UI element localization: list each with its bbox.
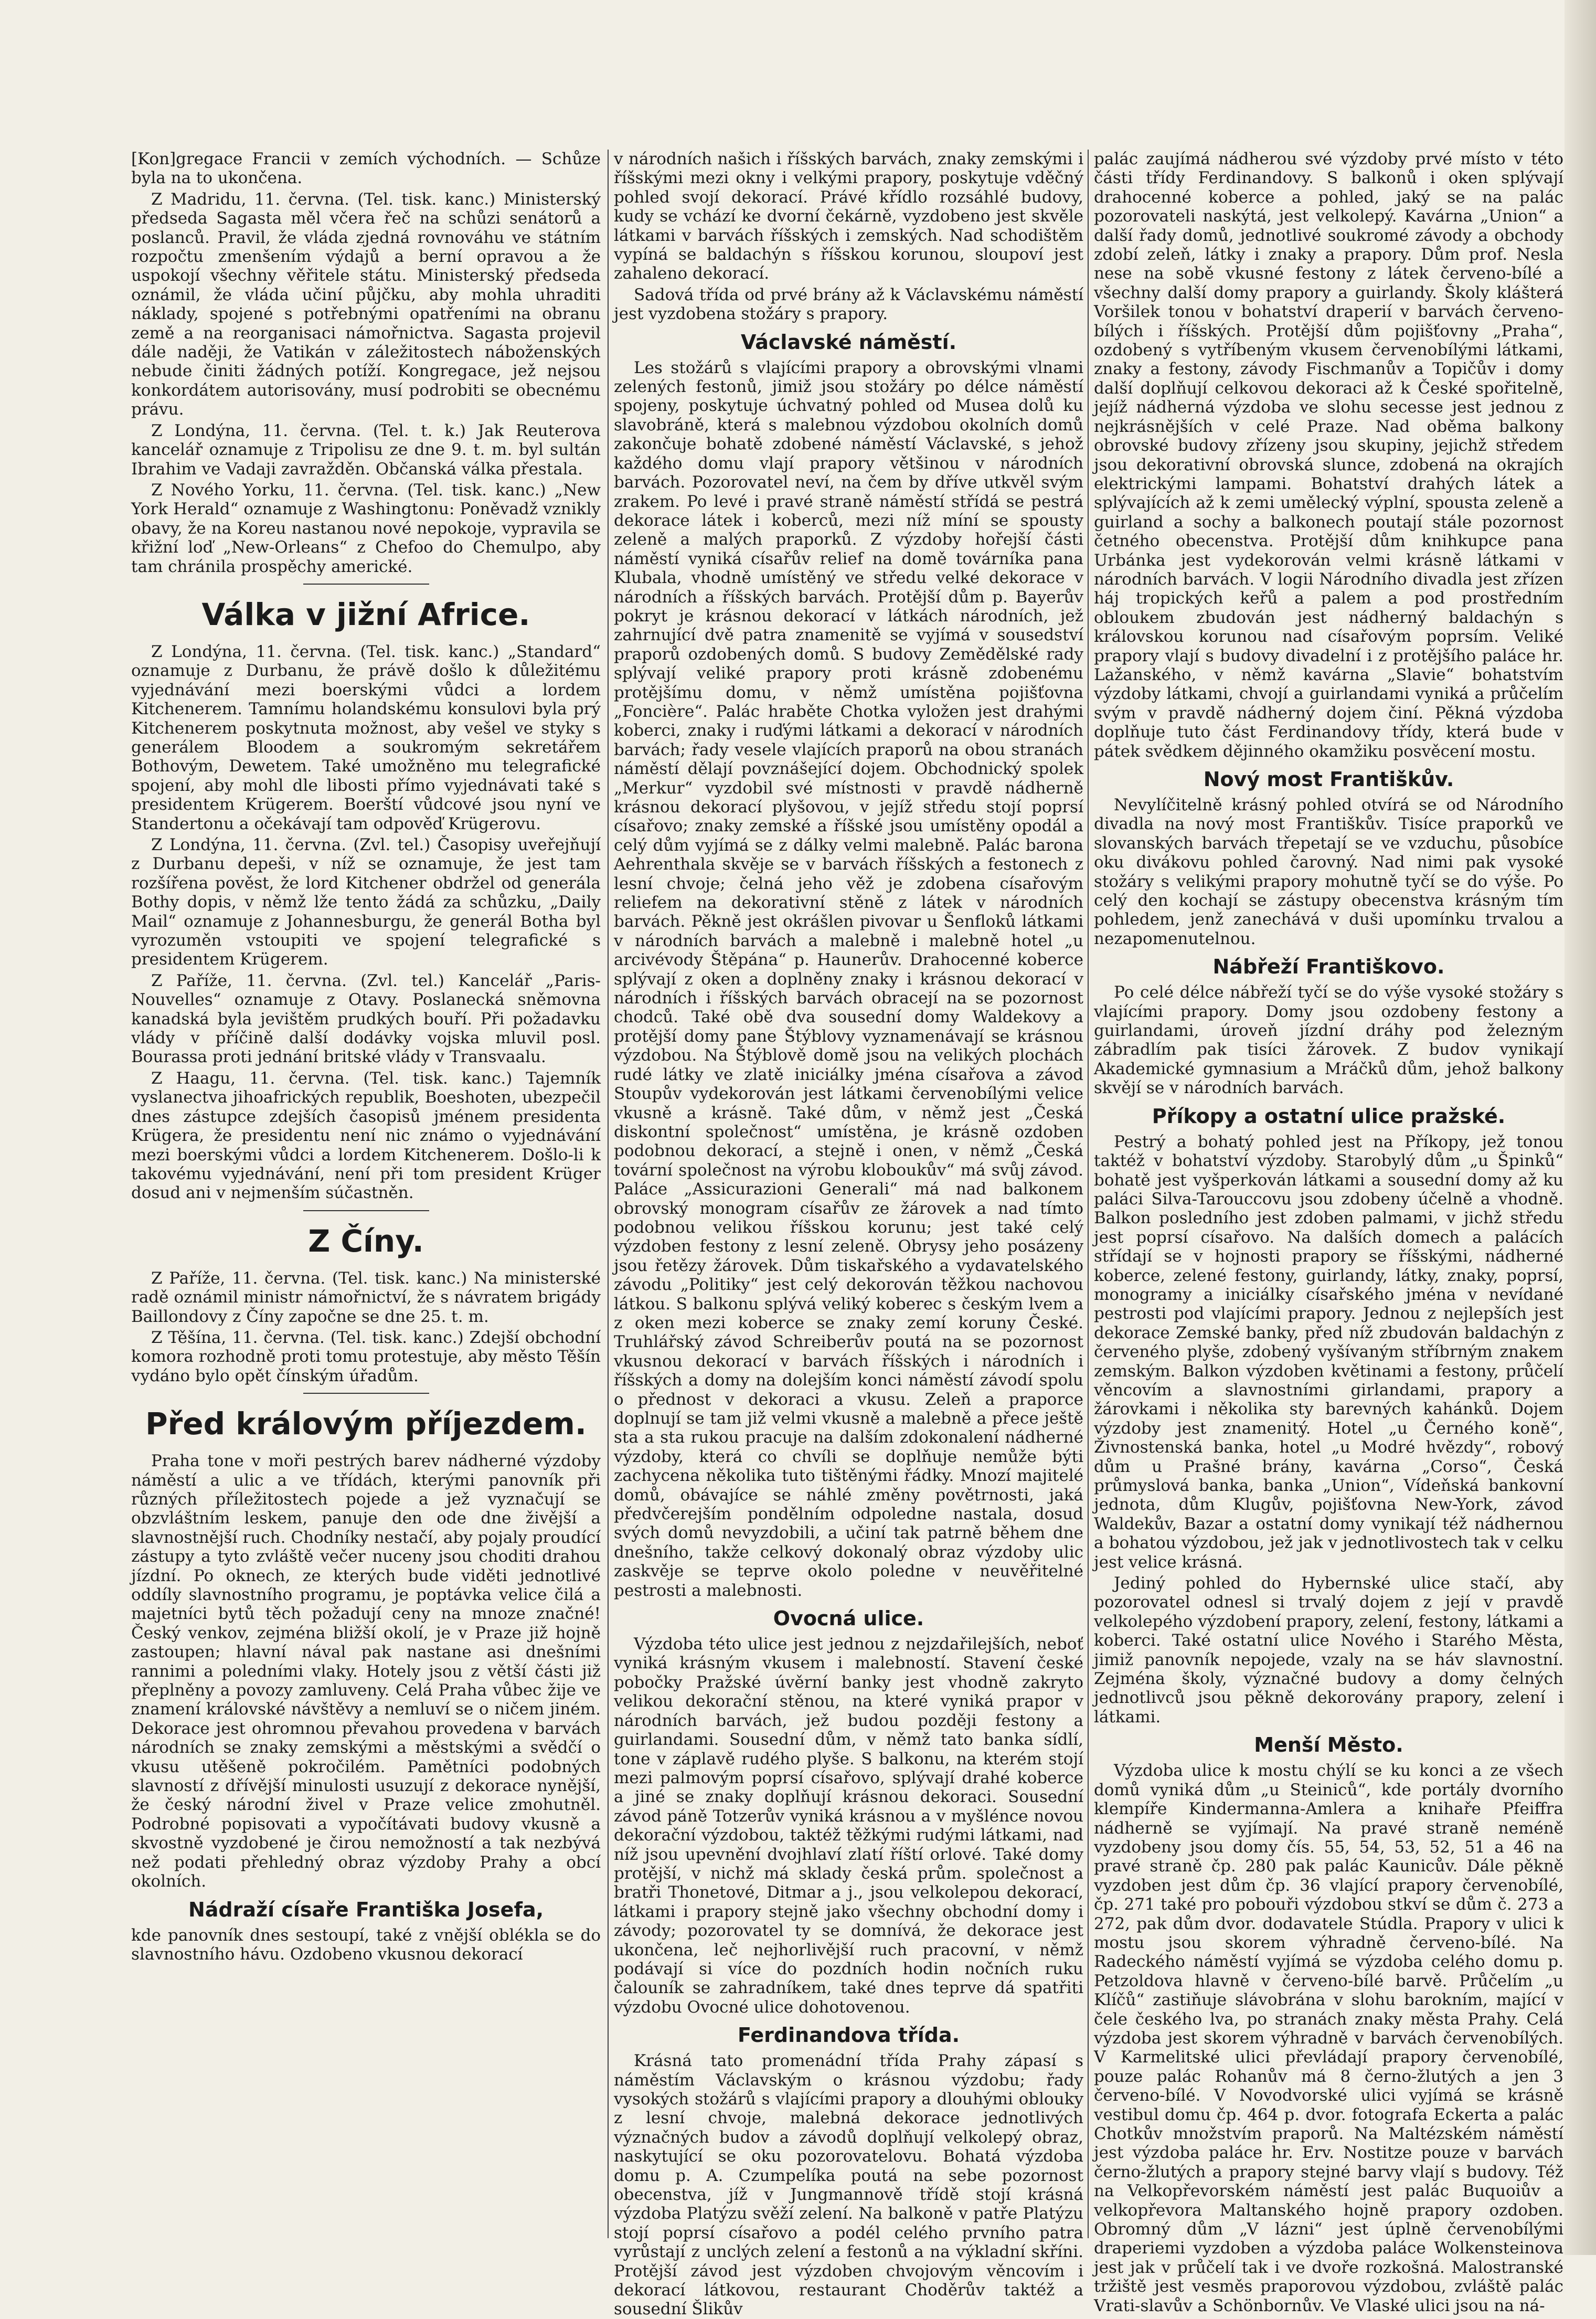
news-item-london-durban: Z Londýna, 11. června. (Zvl. tel.) Časopisy uveřejňují z Durbanu depeši, v níž se oznamuje, že jest tam rozšířena pověst, že lord Kitchener obdržel od generála Bothy dopis, v němž lže tento žádá za schůzku, „Daily Mail“ oznamuje z Johannesburgu, že generál Botha byl vyrozuměn vstoupiti ve spojení telegrafické s presidentem Krügerem. bbox=[131, 835, 601, 969]
subheading-ferdinandova: Ferdinandova třída. bbox=[737, 2024, 960, 2047]
article-paragraph: Les stožárů s vlajícími prapory a obrovskými vlnami zelených festonů, jimiž jsou stožáry po délce náměstí spojeny, poskytuje úchvatný pohled od Musea dolů ku slavobráně, která s malebnou výzdobou okolních domů zakončuje bohatě zdobené náměstí Václavské, s jehož každého domu vlají prapory většinou v národních barvách. Pozorovatel neví, na čem by dříve utkvěl svým zrakem. Po levé i pravé straně náměstí střídá se pestrá dekorace látek i koberců, mezi níž míní se spousty zeleně a malých praporků. Z výzdoby hořejší části náměstí vyniká císařův relief na domě továrníka pana Klubala, vhodně umístěný ve středu velké dekorace v národních a říšských barvách. Protější dům p. Bayerův pokryt je krásnou dekorací v látkách národních, jež zahrnující dvě patra znamenitě se vyjímá v sousedství praporů ozdobených domů. S budovy Zemědělské rady splývají veliké prapory proti krásně zdobenému protějšímu domu, v němž umístěna pojišťovna „Foncière“. Palác hraběte Chotka vyložen jest drahými koberci, znaky i ruďými látkami a dekorací v národních barvách; řady vesele vlajících praporů na obou stranách náměstí dělají povznášející dojem. Obchodnický spolek „Merkur“ vyzdobil své místnosti v pravdě nádherně krásnou dekorací plyšovou, v jejíž středu stojí poprsí císařovo; znaky zemské a říšské jsou umístěny opodál a celý dům vyjímá se z dálky velmi malebně. Palác barona Aehrenthala skvěje se v barvách říšských a festonech z lesní chvoje; čelná jeho věž je zdobena císařovým reliefem na dekorativní stěně z látek v národních barvách. Pěkně jest okrášlen pivovar u Šenfloků látkami v národních barvách a malebně i malebně hotel „u arcivévody Štěpána“ p. Haunerův. Drahocenné koberce splývají z oken a doplněny znaky i krásnou dekorací v národních i říšských barvách obracejí na se pozornost chodců. Také obě dva sousední domy Waldekovy a protější domy pane Štýblovy vyznamenávají se krásnou výzdobou. Na Štýblově domě jsou na velikých plochách rudé látky ve zlatě iniciálky jména císařova a závod Stoupův vydekorován jest látkami červenobílými velice vkusně a krásně. Také dům, v němž jest „Česká diskontní společnost“ umístěna, je krásně ozdoben podobnou dekorací, a stejně i onen, v němž „Česká tovární společnost na výrobu kloboukův“ má svůj závod. Paláce „Assicurazioni Generali“ má nad balkonem obrovský monogram císařův ze žárovek a nad tímto podobnou velikou říšskou korunu; jest také celý výzdoben festony z lesní zeleně. Obrysy jeho posázeny jsou řetězy žárovek. Dům tiskařského a vydavatelského závodu „Politiky“ jest celý dekorován těžkou nachovou látkou. S balkonu splývá veliký koberec s českým lvem a z oken mezi koberce se znaky zemí koruny České. Truhlářský závod Schreiberův poutá na se pozornost vkusnou dekorací v barvách říšských i národních i říšských a domy na dolejším konci náměstí závodí spolu o přednost v dekoraci a vkusu. Zeleň a praporce doplnují se tam již velmi vkusně a malebně a přece ještě sta a sta rukou pracuje na dalším zdokonalení nádherné výzdoby, která co chvíli se doplňuje nemůže býti zachycena několika tuto tištěnými řádky. Mnozí majitelé domů, obávajíce se náhlé změny povětrnosti, jaká předvčerejším pondělním odpoledne nastala, dosud svých domů nevyzdobili, a učiní tak patrně během dne dnešního, takže celkový dokonalý obraz výzdoby ulic zaskvěje se teprve okolo poledne v neuvěřitelné pestrosti a malebnosti. bbox=[614, 358, 1083, 1600]
subheading-vaclavske: Václavské náměstí. bbox=[740, 330, 957, 354]
news-item-london-standard: Z Londýna, 11. června. (Tel. tisk. kanc.) „Standard“ oznamuje z Durbanu, že právě došlo k důležitému vyjednávání mezi boerskými vůdci a lordem Kitchenerem. Tamnímu holandskému konsulovi byla prý Kitchenerem poskytnuta možnost, aby vešel ve styky s generálem Bloodem a soukromým sekretářem Bothovým, Dewetem. Také umožněno mu telegrafické spojení, aby mohl dle libosti přímo vyjednávati také s presidentem Krügerem. Boerští vůdcové jsou nyní ve Standertonu a očekávají tam odpověď Krügerovu. bbox=[131, 642, 601, 833]
subheading-nadrazi: Nádraží císaře Františka Josefa, bbox=[188, 1898, 544, 1921]
news-item-tesin: Z Těšína, 11. června. (Tel. tisk. kanc.) Zdejší obchodní komora rozhodně proti tomu protestuje, aby město Těšín vydáno bylo opět čínským úřadům. bbox=[131, 1328, 601, 1385]
article-paragraph: Krásná tato promenádní třída Prahy zápasí s náměstím Václavským o krásnou výzdobu; řady vysokých stožárů s vlajícími prapory a dlouhými oblouky z lesní chvoje, malebná dekorace jednotlivých význačných budov a závodů doplňují velkolepý obraz, naskytující se oku pozorovatelovu. Bohatá výzdoba domu p. A. Czumpelíka poutá na sebe pozornost obecenstva, jíž v Jungmannově třídě stojí krásná výzdoba Platýzu svěží zelení. Na balkoně v patře Platýzu stojí poprsí císařovo a podél celého prvního patra vyrůstají z unclých zelení a festonů a na výkladní skříni. Protější závod jest výzdoben chvojovým věncovím i dekorací látkovou, restaurant Choděrův taktéž a sousední Šlikův bbox=[614, 2051, 1083, 2319]
subheading-mensi-mesto: Menší Město. bbox=[1254, 1733, 1403, 1757]
news-item-new-york: Z Nového Yorku, 11. června. (Tel. tisk. kanc.) „New York Herald“ oznamuje z Washingtonu: Poněvadž vznikly obavy, že na Koreu nastanou nové nepokoje, vypravila se křižní loď „New-Orleans“ z Chefoo do Chemulpo, aby tam chránila prospěchy americké. bbox=[131, 480, 601, 576]
article-paragraph: palác zaujímá nádherou své výzdoby prvé místo v této části třídy Ferdinandovy. S balkonů i oken splývají drahocenné koberce a pohled, jaký se na palác pozorovateli naskýtá, jest velkolepý. Kavárna „Union“ a další řady domů, jednotlivé soukromé závody a obchody zdobí zeleň, látky i znaky a prapory. Dům prof. Nesla nese na sobě vkusné festony z látek červeno-bílé a všechny další domy prapory a guirlandy. Školy klášterá Voršilek tonou v bohatství draperií v barvách červeno-bílých i říšských. Protější dům pojišťovny „Praha“, ozdobený s vytříbeným vkusem červenobílými látkami, znaky a festony, závody Fischmanův a Topičův i domy další doplňují celkovou dekoraci až k České spořitelně, jejíž nádherná výzdoba ve slohu secesse jest jednou z nejkrásnějších v celé Praze. Nad oběma balkony obrovské budovy zřízeny jsou skupiny, jejichž středem jsou dekorativní obrovská slunce, zdobená na okrajích elektrickými lampami. Bohatství drahých látek a splývajících až k zemi umělecký výplní, spousta zeleně a guirland a sochy a balkonech poutají stále pozornost četného obecenstva. Protější dům knihkupce pana Urbánka jest vydekorován velmi krásně látkami v národních barvách. V logii Národního divadla jest zřízen háj tropických keřů a palem a pod prostředním obloukem zbudován jest nádherný baldachýn s královskou korunou nad císařovým poprsím. Veliké prapory vlají s budovy divadelní i z protějšího paláce hr. Lažanského, v němž kavárna „Slavie“ bohatstvím výzdoby látkami, chvojí a guirlandami vyniká a průčelím svým v pravdě nádherný dojem činí. Pěkná výzdoba doplňuje tuto část Ferdinandovy třídy, která bude v pátek svědkem dějinného okamžiku posvěcení mostu. bbox=[1094, 150, 1563, 761]
section-heading-ciny: Z Číny. bbox=[308, 1223, 424, 1259]
article-paragraph: Pestrý a bohatý pohled jest na Příkopy, jež tonou taktéž v bohatství výzdoby. Starobylý dům „u Špinků“ bohatě jest vyšperkován látkami a sousední domy až ku paláci Silva-Tarouccovu jsou zdobeny účelně a vhodně. Balkon posledního jest zdoben palmami, v jichž středu jest poprsí císařovo. Na dalších domech a palácích střídají se v hojnosti prapory se říšskými, nádherné koberce, zelené festony, guirlandy, látky, znaky, poprsí, monogramy a iniciálky císařského jména v nevídané pestrosti pod vlajícími prapory. Jednou z nejlepších jest dekorace Zemské banky, před níž zbudován baldachýn z červeného plyše, zdobený vyšívaným stříbrným znakem zemským. Balkon výzdoben květinami a festony, průčelí věncovím a slavnostními girlandami, prapory a žárovkami i několika sty barevných kahánků. Dojem výzdoby jest znamenitý. Hotel „u Černého koně“, Živnostenská banka, hotel „u Modré hvězdy“, robový dům u Prašné brány, kavárna „Corso“, Česká průmyslová banka, banka „Union“, Vídeňská bankovní jednota, dům Klugův, pojišťovna New-York, závod Waldekův, Bazar a ostatní domy vynikají též nádhernou a bohatou výzdobou, jež jak v jednotlivostech tak v celku jest velice krásná. bbox=[1094, 1132, 1563, 1572]
column-rule-left bbox=[608, 150, 609, 2238]
column-left bbox=[131, 150, 601, 2238]
column-right bbox=[1094, 150, 1563, 2315]
news-item-london-tripolis: Z Londýna, 11. června. (Tel. t. k.) Jak Reuterova kancelář oznamuje z Tripolisu ze dne 9. t. m. byl sultán Ibrahim ve Vadaji zavražděn. Občanská válka přestala. bbox=[131, 421, 601, 479]
article-paragraph: Nevylíčitelně krásný pohled otvírá se od Národního divadla na nový most Františkův. Tisíce praporků ve slovanských barvách třepetají se ve vzduchu, působíce oku divákovu pohled čarovný. Nad nimi pak vysoké stožáry s velikými prapory mohutně tyčí se do výše. Po celý den kochají se zástupy obecenstva krásným tím pohledem, jenž zanechává v duši upomínku trvalou a nezapomenutelnou. bbox=[1094, 796, 1563, 948]
article-paragraph: Výzdoba ulice k mostu chýlí se ku konci a ze všech domů vyniká dům „u Steiniců“, kde portály dvorního klempíře Kindermanna-Amlera a knihaře Pfeiffra nádherně se vyjímají. Na pravé straně neméně vyzdobeny jsou domy čís. 55, 54, 53, 52, 51 a 46 na pravé straně čp. 280 pak palác Kaunicův. Dále pěkně vyzdoben jest dům čp. 36 vlající prapory červenobílé, čp. 271 také pro pobouři výzdobou stkví se dům č. 273 a 272, pak dům dvor. dodavatele Stúdla. Prapory v ulici k mostu jsou skorem výhradně červeno-bílé. Na Radeckého náměstí vyjímá se výzdoba celého domu p. Petzoldova hlavně v červeno-bílé barvě. Průčelím „u Klíčů“ zastiňuje slávobrána v slohu barokním, mající v čele českého lva, po stranách znaky města Prahy. Celá výzdoba jest skorem výhradně v barvách červenobílých. V Karmelitské ulici převládají prapory červenobílé, pouze palác Rohanův má 8 černo-žlutých a jen 3 červeno-bílé. V Novodvorské ulici vyjímá se krásně vestibul domu čp. 464 p. dvor. fotografa Eckerta a palác Chotkův množstvím praporů. Na Maltézském náměstí jest výzdoba paláce hr. Erv. Nostitze pouze v barvách černo-žlutých a prapory stejné barvy vlají s budovy. Též na Velkopřevorském náměstí jest palác Buquoiův a velkopřevora Maltanského hojně prapory ozdoben. Obromný dům „V lázni“ jest úplně červenobílými draperiemi vyzdoben a výzdoba paláce Wolkensteinova jest jak v průčelí tak i ve dvoře rozkošná. Malostranské tržiště jest vesměs praporovou výzdobou, zvláště palác Vrati-slavův a Schönbornův. Ve Vlaské ulici jsou na ná- bbox=[1094, 1761, 1563, 2315]
section-heading-valka: Válka v jižní Africe. bbox=[201, 596, 530, 632]
news-item-haag: Z Haagu, 11. června. (Tel. tisk. kanc.) Tajemník vyslanectva jihoafrických republik, Boeshoten, ubezpečil dnes zástupce zdejších časopisů jménem presidenta Krügera, že presidentu není nic známo o vyjednávání mezi boerskými vůdci a lordem Kitchenerem. Došlo-li k takovému vyjednávání, není při tom president Krüger dosud ani v nejmenším súčastněn. bbox=[131, 1068, 601, 1203]
article-paragraph: Praha tone v moři pestrých barev nádherné výzdoby náměstí a ulic a ve třídách, kterými panovník při různých příležitostech pojede a jež vyznačují se obzvláštním leskem, panuje den ode dne živější a slavnostnější ruch. Chodníky nestačí, aby pojaly proudící zástupy a tyto zvláště večer nuceny jsou choditi drahou jízdní. Po oknech, ze kterých bude viděti jednotlivé oddíly slavnostního programu, je poptávka velice čilá a majetníci bytů těch požadují ceny na mnoze značné! Český venkov, zejména bližší okolí, je v Praze již hojně zastoupen; hlavní nával pak nastane asi dnešními rannimi a poledními vlaky. Hotely jsou z větší části již přeplněny a povozy zamluveny. Celá Praha vůbec žije ve znamení královské návštěvy a nemluví se o ničem jiném. Dekorace jest ohromnou převahou provedena v barvách národních se znaky zemskými a městskými a svědčí o vkusu utěšeně pokročilém. Pamětníci podobných slavností z dřívější minulosti usuzují z dekorace nynější, že český národní živel v Praze velice zmohutněl. Podrobné popisovati a vypočítávati budovy vkusně a skvostně vyzdobené je čirou nemožností a tak nezbývá než podati přehledný obraz výzdoby Prahy a obcí okolních. bbox=[131, 1452, 601, 1891]
news-item-paris-otava: Z Paříže, 11. června. (Zvl. tel.) Kancelář „Paris-Nouvelles“ oznamuje z Otavy. Poslanecká sněmovna kanadská byla jevištěm prudkých bouří. Při požadavku vlády v příčině další dodávky vojska mluvil posl. Bourassa proti jednání britské vlády v Transvaalu. bbox=[131, 971, 601, 1067]
article-paragraph: Sadová třída od prvé brány až k Václavskému náměstí jest vyzdobena stožáry s prapory. bbox=[614, 285, 1083, 324]
section-divider bbox=[303, 1393, 429, 1394]
subheading-novy-most: Nový most Františkův. bbox=[1203, 768, 1454, 791]
subheading-ovocna: Ovocná ulice. bbox=[773, 1607, 924, 1630]
article-paragraph: Po celé délce nábřeží tyčí se do výše vysoké stožáry s vlajícími prapory. Domy jsou ozdobeny festony a guirlandami, úroveň jízdní dráhy pod železným zábradlím pak tisíci žárovek. Z budov vynikají Akademické gymnasium a Mráčků dům, jehož balkony skvějí se v národních barvách. bbox=[1094, 983, 1563, 1098]
article-paragraph: v národních našich i říšských barvách, znaky zemskými i říšskými mezi okny i velkými prapory, poskytuje vděčný pohled svojí dekorací. Právé křídlo rozsáhlé budovy, kudy se vchází ke dvorní čekárně, vyzdobeno jest skvěle látkami v barvách říšských i zemských. Nad schodištěm vypíná se baldachýn s říšskou korunou, sloupoví jest zahaleno dekorací. bbox=[614, 150, 1083, 283]
column-middle bbox=[614, 150, 1083, 2319]
article-paragraph: Jediný pohled do Hybernské ulice stačí, aby pozorovatel odnesl si trvalý dojem z její v pravdě velkolepého výzdobení prapory, zelení, festony, látkami a koberci. Také ostatní ulice Nového i Starého Města, jimiž panovník nepojede, vzaly na se háv slavnostní. Zejména školy, význačné budovy a domy čelných jednotlivců jsou pěkně dekorovány prapory, zelení i látkami. bbox=[1094, 1574, 1563, 1727]
column-rule-right bbox=[1088, 150, 1089, 2238]
section-heading-pred-kralovym: Před královým příjezdem. bbox=[145, 1406, 587, 1442]
subheading-nabrezi: Nábřeží Františkovo. bbox=[1212, 955, 1445, 979]
news-item-madrid: Z Madridu, 11. června. (Tel. tisk. kanc.) Ministerský předseda Sagasta měl včera řeč na schůzi senátorů a poslanců. Pravil, že vláda zjedná rovnováhu ve státním rozpočtu zmenšením výdajů a berní opravou a že uspokojí všechny věřitele státu. Ministerský předseda oznámil, že vláda učiní půjčku, aby mohla uhraditi náklady, spojené s potřebnými opatřeními na obranu země a na reorganisaci námořnictva. Sagasta projevil dále naději, že Vatikán v záležitostech náboženských nebude činiti žádných potíží. Kongregace, jež nejsou konkordátem autorisovány, musí podrobiti se obecnému právu. bbox=[131, 189, 601, 419]
section-divider bbox=[303, 584, 429, 585]
article-paragraph: [Kon]gregace Francii v zemích východních. — Schůze byla na to ukončena. bbox=[131, 150, 601, 188]
news-item-paris-china: Z Paříže, 11. června. (Tel. tisk. kanc.) Na ministerské radě oznámil ministr námořnictví, že s návratem brigády Baillondovy z Číny započne se dne 25. t. m. bbox=[131, 1268, 601, 1326]
article-paragraph: kde panovník dnes sestoupí, také z vnější oblékla se do slavnostního hávu. Ozdobeno vkusnou dekorací bbox=[131, 1925, 601, 1964]
subheading-prikopy: Příkopy a ostatní ulice pražské. bbox=[1152, 1104, 1506, 1128]
article-paragraph: Výzdoba této ulice jest jednou z nejzdařilejších, neboť vyniká krásným vkusem i malebností. Stavení české pobočky Pražské úvěrní banky jest vhodně zakryto velikou dekorační stěnou, na které vyniká prapor v národních barvách, jež budou později festony a guirlandami. Sousední dům, v němž tato banka sídlí, tone v záplavě rudého plyše. S balkonu, na kterém stojí mezi palmovým poprsí císařovo, splývají drahé koberce a jiné se znaky doplňují krásnou dekoraci. Sousední závod páně Totzerův vyniká krásnou a v myšlénce novou dekorační výzdobou, taktéž těžkými rudými látkami, nad níž jsou upevnění dvojhlaví zlatí říští orlové. Také domy protější, v nichž má sklady česká prům. společnost a bratři Thonetové, Ditmar a j., jsou velkolepou dekorací, látkami i prapory stejně jako všechny obchodní domy i závody; pozorovatel ty se domnívá, že dekorace jest ukončena, leč nejhorlivější ruch pracovní, v němž podávají si více do pozdních hodin nočních ruku čalouník se zahradníkem, také dnes teprve dá spatřiti výzdobu Ovocné ulice dohotovenou. bbox=[614, 1635, 1083, 2017]
section-divider bbox=[303, 1210, 429, 1211]
page-edge-shadow bbox=[1565, 0, 1596, 2255]
